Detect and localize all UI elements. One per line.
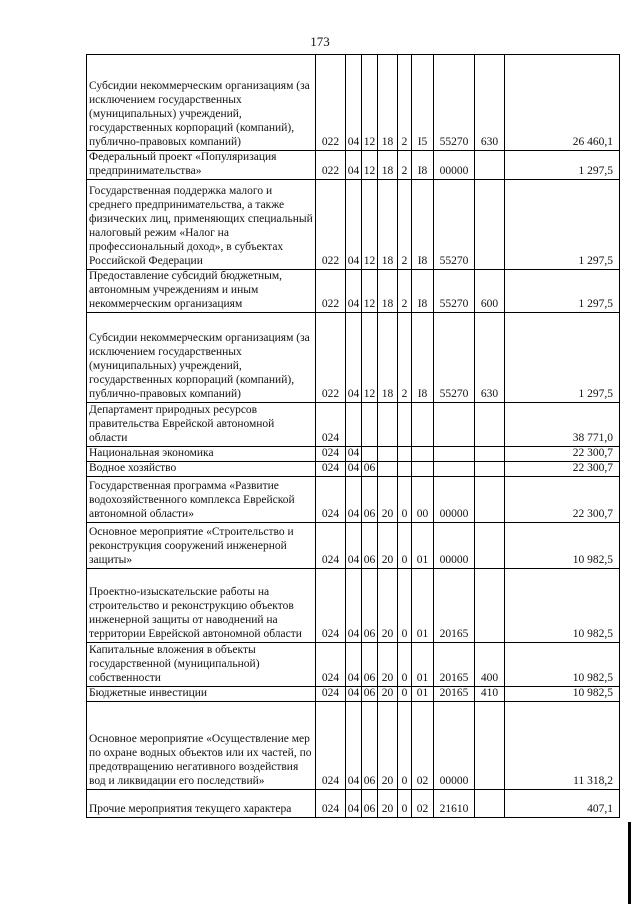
grbs-code-cell: 024 (316, 686, 346, 701)
amount-cell: 22 300,7 (505, 446, 620, 461)
expense-type-code-cell: 630 (475, 312, 505, 402)
grbs-code-cell: 022 (316, 269, 346, 312)
table-row (87, 312, 620, 402)
table-row (87, 789, 620, 817)
amount-cell: 10 982,5 (505, 642, 620, 686)
row-name-cell: Субсидии некоммерческим организациям (за исключением государственных (муниципальных) учреждений, государственных корпораций (компаний), публично-правовых компаний) (87, 312, 316, 402)
grbs-code-cell: 022 (316, 151, 346, 180)
subsection-code-cell: 06 (362, 701, 378, 789)
direction-code-cell: 55270 (434, 312, 475, 402)
activity-code-cell: I8 (412, 179, 434, 269)
activity-code-cell: 00 (412, 476, 434, 522)
program-code-cell: 20 (378, 701, 398, 789)
direction-code-cell: 21610 (434, 789, 475, 817)
page-number: 173 (310, 34, 330, 49)
table-row (87, 461, 620, 476)
expense-type-code-cell (475, 789, 505, 817)
subsection-code-cell: 12 (362, 55, 378, 151)
budget-table (86, 54, 620, 818)
program-code-cell: 18 (378, 312, 398, 402)
subprogram-code-cell (398, 402, 412, 446)
subprogram-code-cell (398, 446, 412, 461)
subsection-code-cell: 06 (362, 476, 378, 522)
subsection-code-cell: 12 (362, 269, 378, 312)
subprogram-code-cell: 2 (398, 269, 412, 312)
direction-code-cell (434, 446, 475, 461)
row-name-cell: Субсидии некоммерческим организациям (за исключением государственных (муниципальных) учреждений, государственных корпораций (компаний), публично-правовых компаний) (87, 55, 316, 151)
program-code-cell (378, 402, 398, 446)
section-code-cell: 04 (346, 461, 362, 476)
grbs-code-cell: 024 (316, 446, 346, 461)
program-code-cell: 20 (378, 686, 398, 701)
scan-edge-bar (628, 822, 631, 904)
subprogram-code-cell: 2 (398, 55, 412, 151)
expense-type-code-cell (475, 179, 505, 269)
program-code-cell (378, 461, 398, 476)
subprogram-code-cell: 0 (398, 701, 412, 789)
grbs-code-cell: 024 (316, 701, 346, 789)
subprogram-code-cell: 0 (398, 568, 412, 642)
subsection-code-cell: 06 (362, 522, 378, 568)
direction-code-cell: 00000 (434, 151, 475, 180)
expense-type-code-cell: 410 (475, 686, 505, 701)
activity-code-cell (412, 461, 434, 476)
row-name-cell: Прочие мероприятия текущего характера (87, 789, 316, 817)
expense-type-code-cell: 630 (475, 55, 505, 151)
table-row (87, 522, 620, 568)
direction-code-cell: 20165 (434, 686, 475, 701)
grbs-code-cell: 024 (316, 461, 346, 476)
direction-code-cell: 55270 (434, 269, 475, 312)
amount-cell: 407,1 (505, 789, 620, 817)
table-row (87, 476, 620, 522)
section-code-cell: 04 (346, 701, 362, 789)
amount-cell: 22 300,7 (505, 476, 620, 522)
subsection-code-cell: 06 (362, 568, 378, 642)
section-code-cell: 04 (346, 55, 362, 151)
program-code-cell: 20 (378, 522, 398, 568)
program-code-cell: 18 (378, 151, 398, 180)
row-name-cell: Основное мероприятие «Строительство и реконструкция сооружений инженерной защиты» (87, 522, 316, 568)
grbs-code-cell: 024 (316, 476, 346, 522)
direction-code-cell: 55270 (434, 179, 475, 269)
row-name-cell: Государственная программа «Развитие водохозяйственного комплекса Еврейской автономной области» (87, 476, 316, 522)
table-row (87, 701, 620, 789)
table-row (87, 269, 620, 312)
grbs-code-cell: 024 (316, 402, 346, 446)
row-name-cell: Капитальные вложения в объекты государственной (муниципальной) собственности (87, 642, 316, 686)
table-row (87, 642, 620, 686)
activity-code-cell: 01 (412, 522, 434, 568)
grbs-code-cell: 022 (316, 55, 346, 151)
activity-code-cell: 01 (412, 568, 434, 642)
expense-type-code-cell (475, 701, 505, 789)
subsection-code-cell: 12 (362, 312, 378, 402)
subprogram-code-cell: 0 (398, 642, 412, 686)
expense-type-code-cell (475, 476, 505, 522)
table-row (87, 446, 620, 461)
subsection-code-cell: 06 (362, 686, 378, 701)
amount-cell: 26 460,1 (505, 55, 620, 151)
section-code-cell: 04 (346, 642, 362, 686)
section-code-cell: 04 (346, 446, 362, 461)
activity-code-cell (412, 402, 434, 446)
expense-type-code-cell (475, 522, 505, 568)
expense-type-code-cell (475, 151, 505, 180)
subsection-code-cell (362, 446, 378, 461)
direction-code-cell: 20165 (434, 568, 475, 642)
subsection-code-cell: 06 (362, 642, 378, 686)
direction-code-cell: 55270 (434, 55, 475, 151)
program-code-cell: 18 (378, 179, 398, 269)
section-code-cell: 04 (346, 151, 362, 180)
table-row (87, 55, 620, 151)
subprogram-code-cell (398, 461, 412, 476)
amount-cell: 10 982,5 (505, 568, 620, 642)
expense-type-code-cell (475, 446, 505, 461)
subprogram-code-cell: 2 (398, 151, 412, 180)
section-code-cell: 04 (346, 269, 362, 312)
activity-code-cell: 02 (412, 701, 434, 789)
activity-code-cell (412, 446, 434, 461)
section-code-cell (346, 402, 362, 446)
amount-cell: 10 982,5 (505, 686, 620, 701)
subsection-code-cell (362, 402, 378, 446)
section-code-cell: 04 (346, 789, 362, 817)
amount-cell: 38 771,0 (505, 402, 620, 446)
table-row (87, 686, 620, 701)
subprogram-code-cell: 0 (398, 476, 412, 522)
amount-cell: 11 318,2 (505, 701, 620, 789)
subprogram-code-cell: 2 (398, 179, 412, 269)
activity-code-cell: 01 (412, 642, 434, 686)
row-name-cell: Департамент природных ресурсов правительства Еврейской автономной области (87, 402, 316, 446)
direction-code-cell: 00000 (434, 476, 475, 522)
amount-cell: 10 982,5 (505, 522, 620, 568)
direction-code-cell: 00000 (434, 701, 475, 789)
row-name-cell: Национальная экономика (87, 446, 316, 461)
row-name-cell: Предоставление субсидий бюджетным, автономным учреждениям и иным некоммерческим организациям (87, 269, 316, 312)
amount-cell: 1 297,5 (505, 269, 620, 312)
activity-code-cell: I8 (412, 269, 434, 312)
expense-type-code-cell (475, 461, 505, 476)
activity-code-cell: 01 (412, 686, 434, 701)
grbs-code-cell: 022 (316, 179, 346, 269)
subsection-code-cell: 06 (362, 789, 378, 817)
subsection-code-cell: 06 (362, 461, 378, 476)
expense-type-code-cell (475, 568, 505, 642)
expense-type-code-cell: 400 (475, 642, 505, 686)
subsection-code-cell: 12 (362, 151, 378, 180)
program-code-cell (378, 446, 398, 461)
program-code-cell: 18 (378, 55, 398, 151)
grbs-code-cell: 024 (316, 789, 346, 817)
activity-code-cell: I5 (412, 55, 434, 151)
grbs-code-cell: 024 (316, 642, 346, 686)
grbs-code-cell: 024 (316, 522, 346, 568)
section-code-cell: 04 (346, 476, 362, 522)
subprogram-code-cell: 0 (398, 522, 412, 568)
grbs-code-cell: 022 (316, 312, 346, 402)
row-name-cell: Федеральный проект «Популяризация предпринимательства» (87, 151, 316, 180)
amount-cell: 1 297,5 (505, 179, 620, 269)
program-code-cell: 18 (378, 269, 398, 312)
section-code-cell: 04 (346, 522, 362, 568)
amount-cell: 1 297,5 (505, 312, 620, 402)
section-code-cell: 04 (346, 312, 362, 402)
activity-code-cell: I8 (412, 151, 434, 180)
row-name-cell: Водное хозяйство (87, 461, 316, 476)
table-row (87, 402, 620, 446)
direction-code-cell (434, 402, 475, 446)
row-name-cell: Основное мероприятие «Осуществление мер по охране водных объектов или их частей, по предотвращению негативного воздействия вод и ликвидации его последствий» (87, 701, 316, 789)
expense-type-code-cell (475, 402, 505, 446)
section-code-cell: 04 (346, 686, 362, 701)
program-code-cell: 20 (378, 476, 398, 522)
subsection-code-cell: 12 (362, 179, 378, 269)
activity-code-cell: I8 (412, 312, 434, 402)
row-name-cell: Проектно-изыскательские работы на строительство и реконструкцию объектов инженерной защиты от наводнений на территории Еврейской автономной области (87, 568, 316, 642)
direction-code-cell (434, 461, 475, 476)
activity-code-cell: 02 (412, 789, 434, 817)
section-code-cell: 04 (346, 568, 362, 642)
table-row (87, 179, 620, 269)
row-name-cell: Государственная поддержка малого и среднего предпринимательства, а также физических лиц, применяющих специальный налоговый режим «Налог на профессиональный доход», в субъектах Российской Федерации (87, 179, 316, 269)
subprogram-code-cell: 0 (398, 686, 412, 701)
subprogram-code-cell: 2 (398, 312, 412, 402)
section-code-cell: 04 (346, 179, 362, 269)
table-row (87, 568, 620, 642)
direction-code-cell: 00000 (434, 522, 475, 568)
amount-cell: 22 300,7 (505, 461, 620, 476)
grbs-code-cell: 024 (316, 568, 346, 642)
program-code-cell: 20 (378, 642, 398, 686)
expense-type-code-cell: 600 (475, 269, 505, 312)
direction-code-cell: 20165 (434, 642, 475, 686)
program-code-cell: 20 (378, 789, 398, 817)
program-code-cell: 20 (378, 568, 398, 642)
table-row (87, 151, 620, 180)
subprogram-code-cell: 0 (398, 789, 412, 817)
amount-cell: 1 297,5 (505, 151, 620, 180)
row-name-cell: Бюджетные инвестиции (87, 686, 316, 701)
